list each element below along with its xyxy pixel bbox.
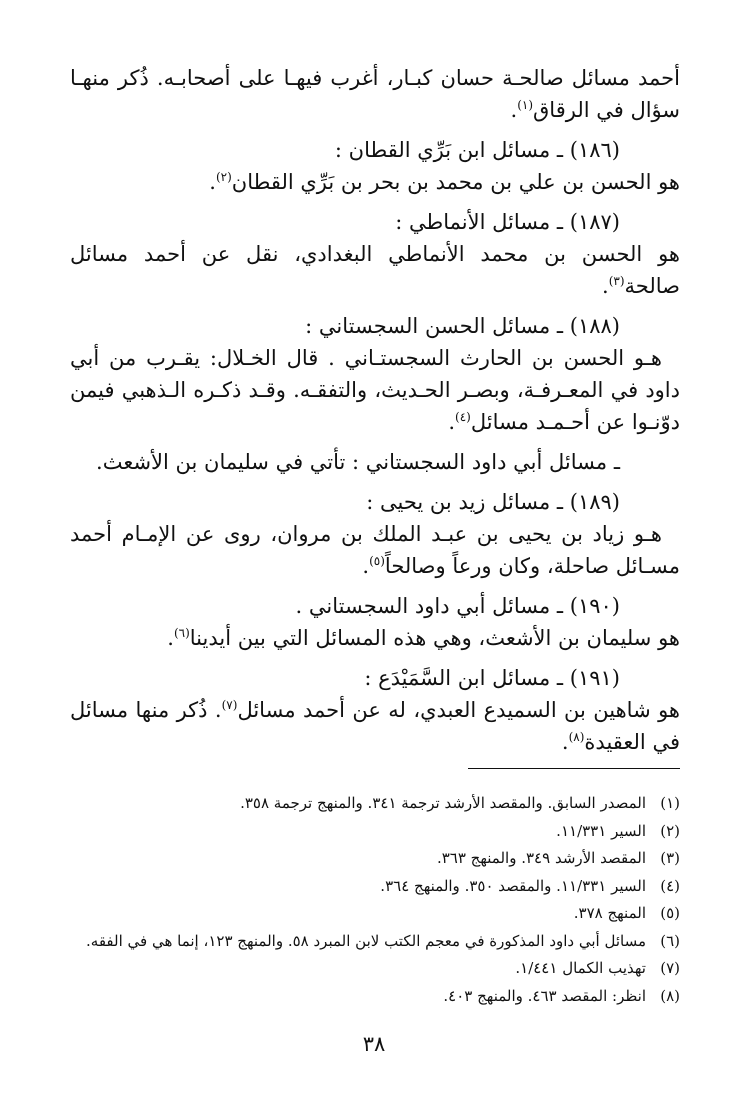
footnote: (٤)السير ١١/٣٣١. والمقصد ٣٥٠. والمنهج ٣٦٤.	[380, 876, 680, 895]
entry-190	[70, 590, 680, 654]
entry-body: هو الحسن بن محمد الأنماطي البغدادي، نقل عن أحمد مسائل صالحة$^{(٣)}$.	[70, 242, 680, 298]
footnote-ref[interactable]: (٥)	[369, 554, 385, 568]
entry-body: هو الحسن بن علي بن محمد بن بحر بن بَرِّي القطان$^{(٢)}$.	[209, 170, 680, 194]
entry-188	[70, 310, 680, 438]
entry-heading: ـ مسائل أبي داود السجستاني : تأتي في سليمان بن الأشعث.	[96, 450, 620, 474]
footnote-ref[interactable]: (٦)	[173, 626, 190, 640]
footnote: (٥)المنهج ٣٧٨.	[573, 904, 680, 922]
footnotes	[60, 790, 680, 1010]
entry-186	[70, 134, 680, 198]
footnote-ref[interactable]: (١)	[517, 98, 534, 112]
entry-189	[70, 486, 680, 582]
intro-paragraph: أحمد مسائل صالحـة حسان كبـار، أغرب فيهـا على أصحابـه. ذُكر منهـا سؤال في الرقاق$^{(١)}$.	[70, 66, 680, 122]
footnote: (٧)تهذيب الكمال ١/٤٤١.	[515, 959, 680, 977]
main-text	[70, 62, 680, 758]
entry-heading: (١٨٨) ـ مسائل الحسن السجستاني :	[305, 314, 620, 338]
footnote: (٢)السير ١١/٣٣١.	[556, 821, 680, 840]
intro-text: أحمد مسائل صالحـة حسان كبـار، أغرب فيهـا على أصحابـه. ذُكر منهـا سؤال في الرقاق	[70, 66, 680, 122]
entry-cross-reference	[70, 446, 680, 478]
entry-heading: (١٩١) ـ مسائل ابن السَّمَيْدَع :	[364, 666, 620, 690]
footnote-ref[interactable]: (٤)	[455, 410, 471, 424]
footnote: (٣)المقصد الأرشد ٣٤٩. والمنهج ٣٦٣.	[436, 849, 680, 867]
footnote-divider	[468, 768, 680, 769]
entry-body: هو سليمان بن الأشعث، وهي هذه المسائل التي بين أيدينا$^{(٦)}$.	[167, 626, 680, 650]
footnote: (٦)مسائل أبي داود المذكورة في معجم الكتب لابن المبرد ٥٨. والمنهج ١٢٣، إنما هي في الفقه.	[86, 931, 680, 950]
footnote: (١)المصدر السابق. والمقصد الأرشد ترجمة ٣٤١. والمنهج ترجمة ٣٥٨.	[240, 794, 680, 812]
entry-body: هو شاهين بن السميدع العبدي، له عن أحمد مسائل$^{(٧)}$. ذُكر منها مسائل في العقيدة$^{(٨)}$.	[70, 698, 680, 754]
entry-191	[70, 662, 680, 758]
entry-body: هـو زياد بن يحيى بن عبـد الملك بن مروان، روى عن الإمـام أحمد مسـائل صاحلة، وكان ورعاً وصالحاً$^{(٥)}$.	[70, 522, 680, 578]
entry-heading: (١٨٦) ـ مسائل ابن بَرِّي القطان :	[334, 138, 620, 162]
footnote-ref[interactable]: (٣)	[608, 274, 625, 288]
entry-body: هـو الحسن بن الحارث السجستـاني . قال الخـلال: يقـرب من أبي داود في المعـرفـة، وبصـر الحـديث، والتفقـه. وقـد ذكـره الـذهبي فيمن دوّنـوا عن أحـمـد مسائل$^{(٤)}$.	[70, 346, 680, 434]
entry-heading: (١٨٩) ـ مسائل زيد بن يحيى :	[366, 490, 620, 514]
entry-heading: (١٨٧) ـ مسائل الأنماطي :	[395, 210, 620, 234]
entry-187	[70, 206, 680, 302]
footnote-ref[interactable]: (٧)	[221, 698, 238, 712]
footnote-ref[interactable]: (٢)	[215, 170, 232, 184]
footnote: (٨)انظر: المقصد ٤٦٣. والمنهج ٤٠٣.	[443, 986, 680, 1005]
page-number: ٣٨	[362, 1032, 386, 1056]
footnote-ref[interactable]: (٨)	[568, 730, 585, 744]
entry-heading: (١٩٠) ـ مسائل أبي داود السجستاني .	[295, 594, 620, 618]
